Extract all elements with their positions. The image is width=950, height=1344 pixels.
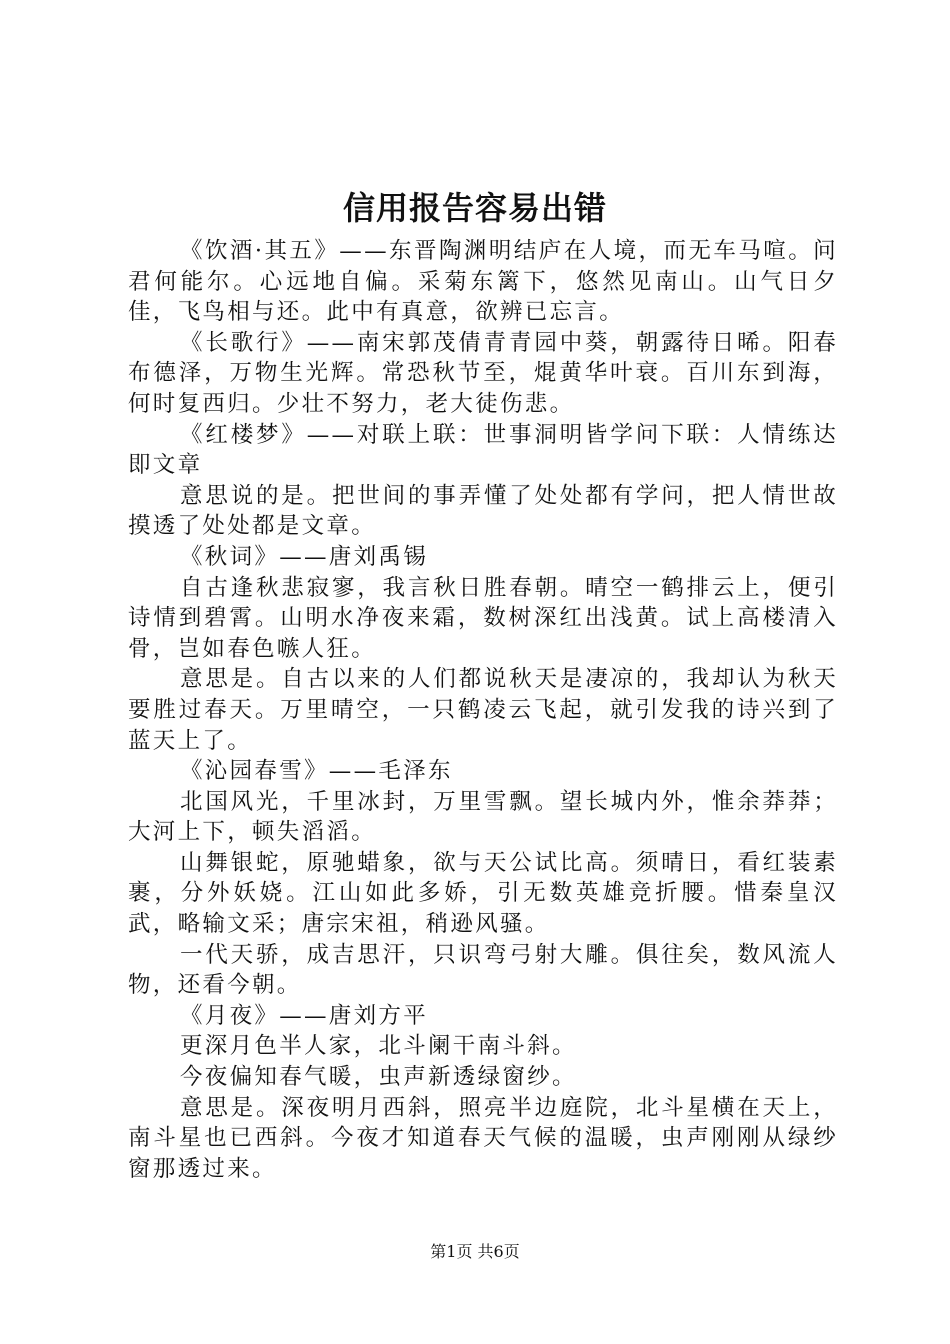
page-footer: 第1页 共6页 [430, 1242, 520, 1261]
paragraph-qiuci-meaning: 意思是。自古以来的人们都说秋天是凄凉的，我却认为秋天要胜过春天。万里晴空，一只鹤凌云飞起，就引发我的诗兴到了蓝天上了。 [128, 666, 838, 754]
paragraph-qiuci-poem: 自古逢秋悲寂寥，我言秋日胜春朝。晴空一鹤排云上，便引诗情到碧霄。山明水净夜来霜，数树深红出浅黄。试上高楼清入骨，岂如春色嗾人狂。 [128, 574, 838, 662]
document-title: 信用报告容易出错 [342, 189, 607, 227]
paragraph-yueye-meaning: 意思是。深夜明月西斜，照亮半边庭院，北斗星横在天上，南斗星也已西斜。今夜才知道春天气候的温暖，虫声刚刚从绿纱窗那透过来。 [128, 1094, 838, 1182]
paragraph-qinyuanchun-1: 北国风光，千里冰封，万里雪飘。望长城内外，惟余莽莽；大河上下，顿失滔滔。 [128, 788, 838, 846]
paragraph-hongloumeng: 《红楼梦》——对联上联：世事洞明皆学问下联：人情练达即文章 [128, 421, 838, 479]
paragraph-yueye-line1: 更深月色半人家，北斗阑干南斗斜。 [180, 1033, 577, 1060]
paragraph-yueye-line2: 今夜偏知春气暖，虫声新透绿窗纱。 [180, 1064, 577, 1091]
paragraph-qiuci-title: 《秋词》——唐刘禹锡 [180, 543, 429, 570]
paragraph-qinyuanchun-2: 山舞银蛇，原驰蜡象，欲与天公试比高。须晴日，看红装素裹，分外妖娆。江山如此多娇，引无数英雄竞折腰。惜秦皇汉武，略输文采；唐宗宋祖，稍逊风骚。 [128, 849, 838, 938]
document-body [128, 236, 838, 1184]
paragraph-hongloumeng-meaning: 意思说的是。把世间的事弄懂了处处都有学问，把人情世故摸透了处处都是文章。 [128, 482, 838, 540]
paragraph-changgexing: 《长歌行》——南宋郭茂倩青青园中葵，朝露待日晞。阳春布德泽，万物生光辉。常恐秋节至，焜黄华叶衰。百川东到海，何时复西归。少壮不努力，老大徒伤悲。 [128, 329, 838, 417]
paragraph-qinyuanchun-title: 《沁园春雪》——毛泽东 [180, 758, 453, 785]
paragraph-qinyuanchun-3: 一代天骄，成吉思汗，只识弯弓射大雕。俱往矣，数风流人物，还看今朝。 [128, 941, 838, 999]
paragraph-yueye-title: 《月夜》——唐刘方平 [180, 1002, 429, 1029]
paragraph-yinjiu: 《饮酒·其五》——东晋陶渊明结庐在人境，而无车马喧。问君何能尔。心远地自偏。采菊东篱下，悠然见南山。山气日夕佳，飞鸟相与还。此中有真意，欲辨已忘言。 [128, 238, 838, 326]
